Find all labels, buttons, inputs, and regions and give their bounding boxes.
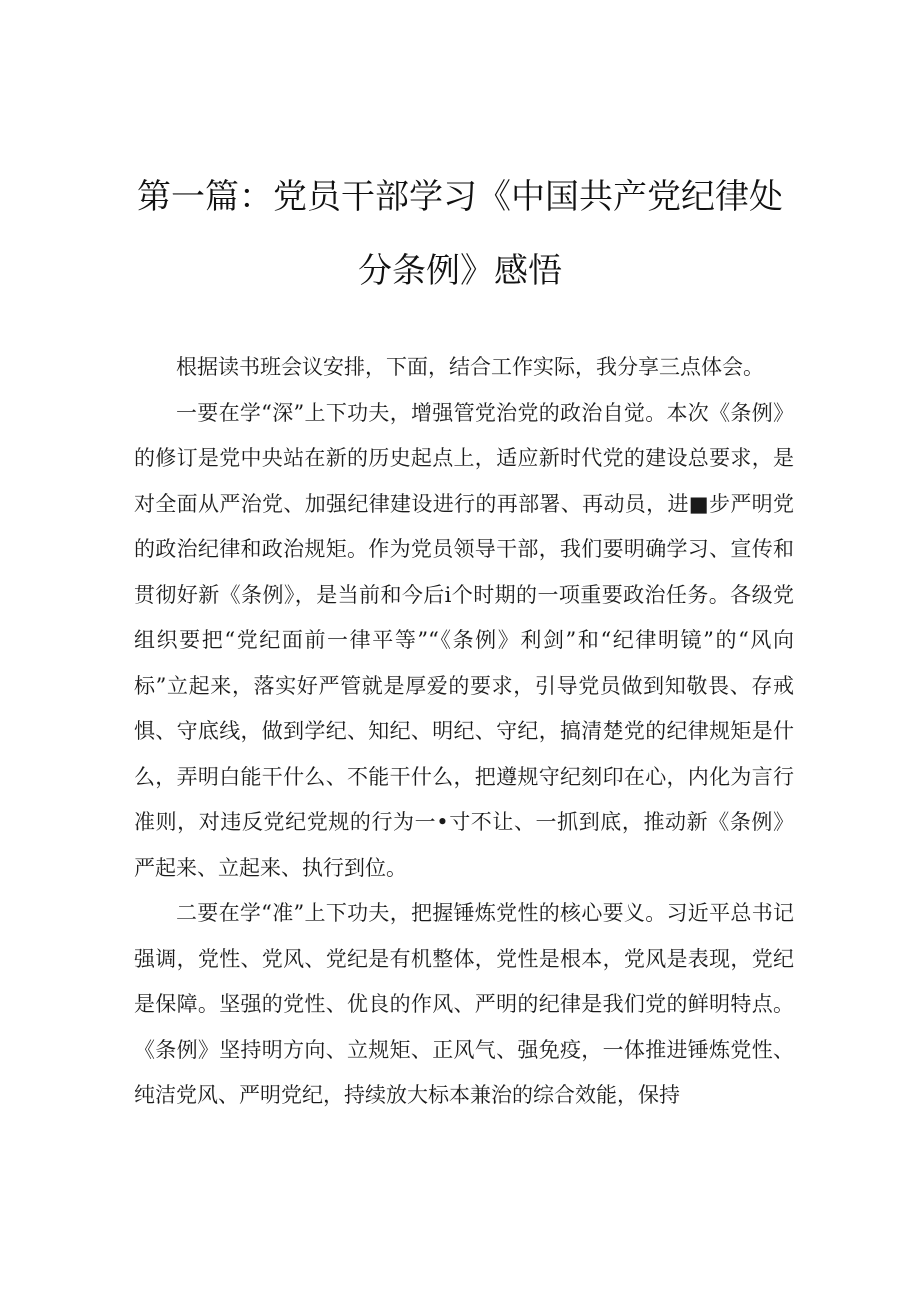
paragraph-point-one: 一要在学“深”上下功夫，增强管党治党的政治自觉。本次《条例》的修订是党中央站在新的历史起点上，适应新时代党的建设总要求，是对全面从严治党、加强纪律建设进行的再部署、再动员，进■步严明党的政治纪律和政治规矩。作为党员领导干部，我们要明确学习、宣传和贯彻好新《条例》，是当前和今后i个时期的一项重要政治任务。各级党组织要把“党纪面前一律平等”“《条例》利剑”和“纪律明镜”的“风向标”立起来，落实好严管就是厚爱的要求，引导党员做到知敬畏、存戒惧、守底线，做到学纪、知纪、明纪、守纪，搞清楚党的纪律规矩是什么，弄明白能干什么、不能干什么，把遵规守纪刻印在心，内化为言行准则，对违反党纪党规的行为一•寸不让、一抓到底，推动新《条例》严起来、立起来、执行到位。 — [134, 400, 794, 880]
title-line-1: 第一篇：党员干部学习《中国共产党纪律处 — [137, 177, 783, 217]
paragraph-intro: 根据读书班会议安排，下面，结合工作实际，我分享三点体会。 — [176, 355, 764, 379]
document-body — [134, 345, 794, 1119]
document-title — [100, 160, 820, 308]
title-line-2: 分条例》感悟 — [358, 251, 562, 291]
paragraph-point-two: 二要在学“准”上下功夫，把握锤炼党性的核心要义。习近平总书记强调，党性、党风、党纪是有机整体，党性是根本，党风是表现，党纪是保障。坚强的党性、优良的作风、严明的纪律是我们党的鲜明特点。《条例》坚持明方向、立规矩、正风气、强免疫，一体推进锤炼党性、纯洁党风、严明党纪，持续放大标本兼治的综合效能，保持 — [134, 901, 794, 1107]
